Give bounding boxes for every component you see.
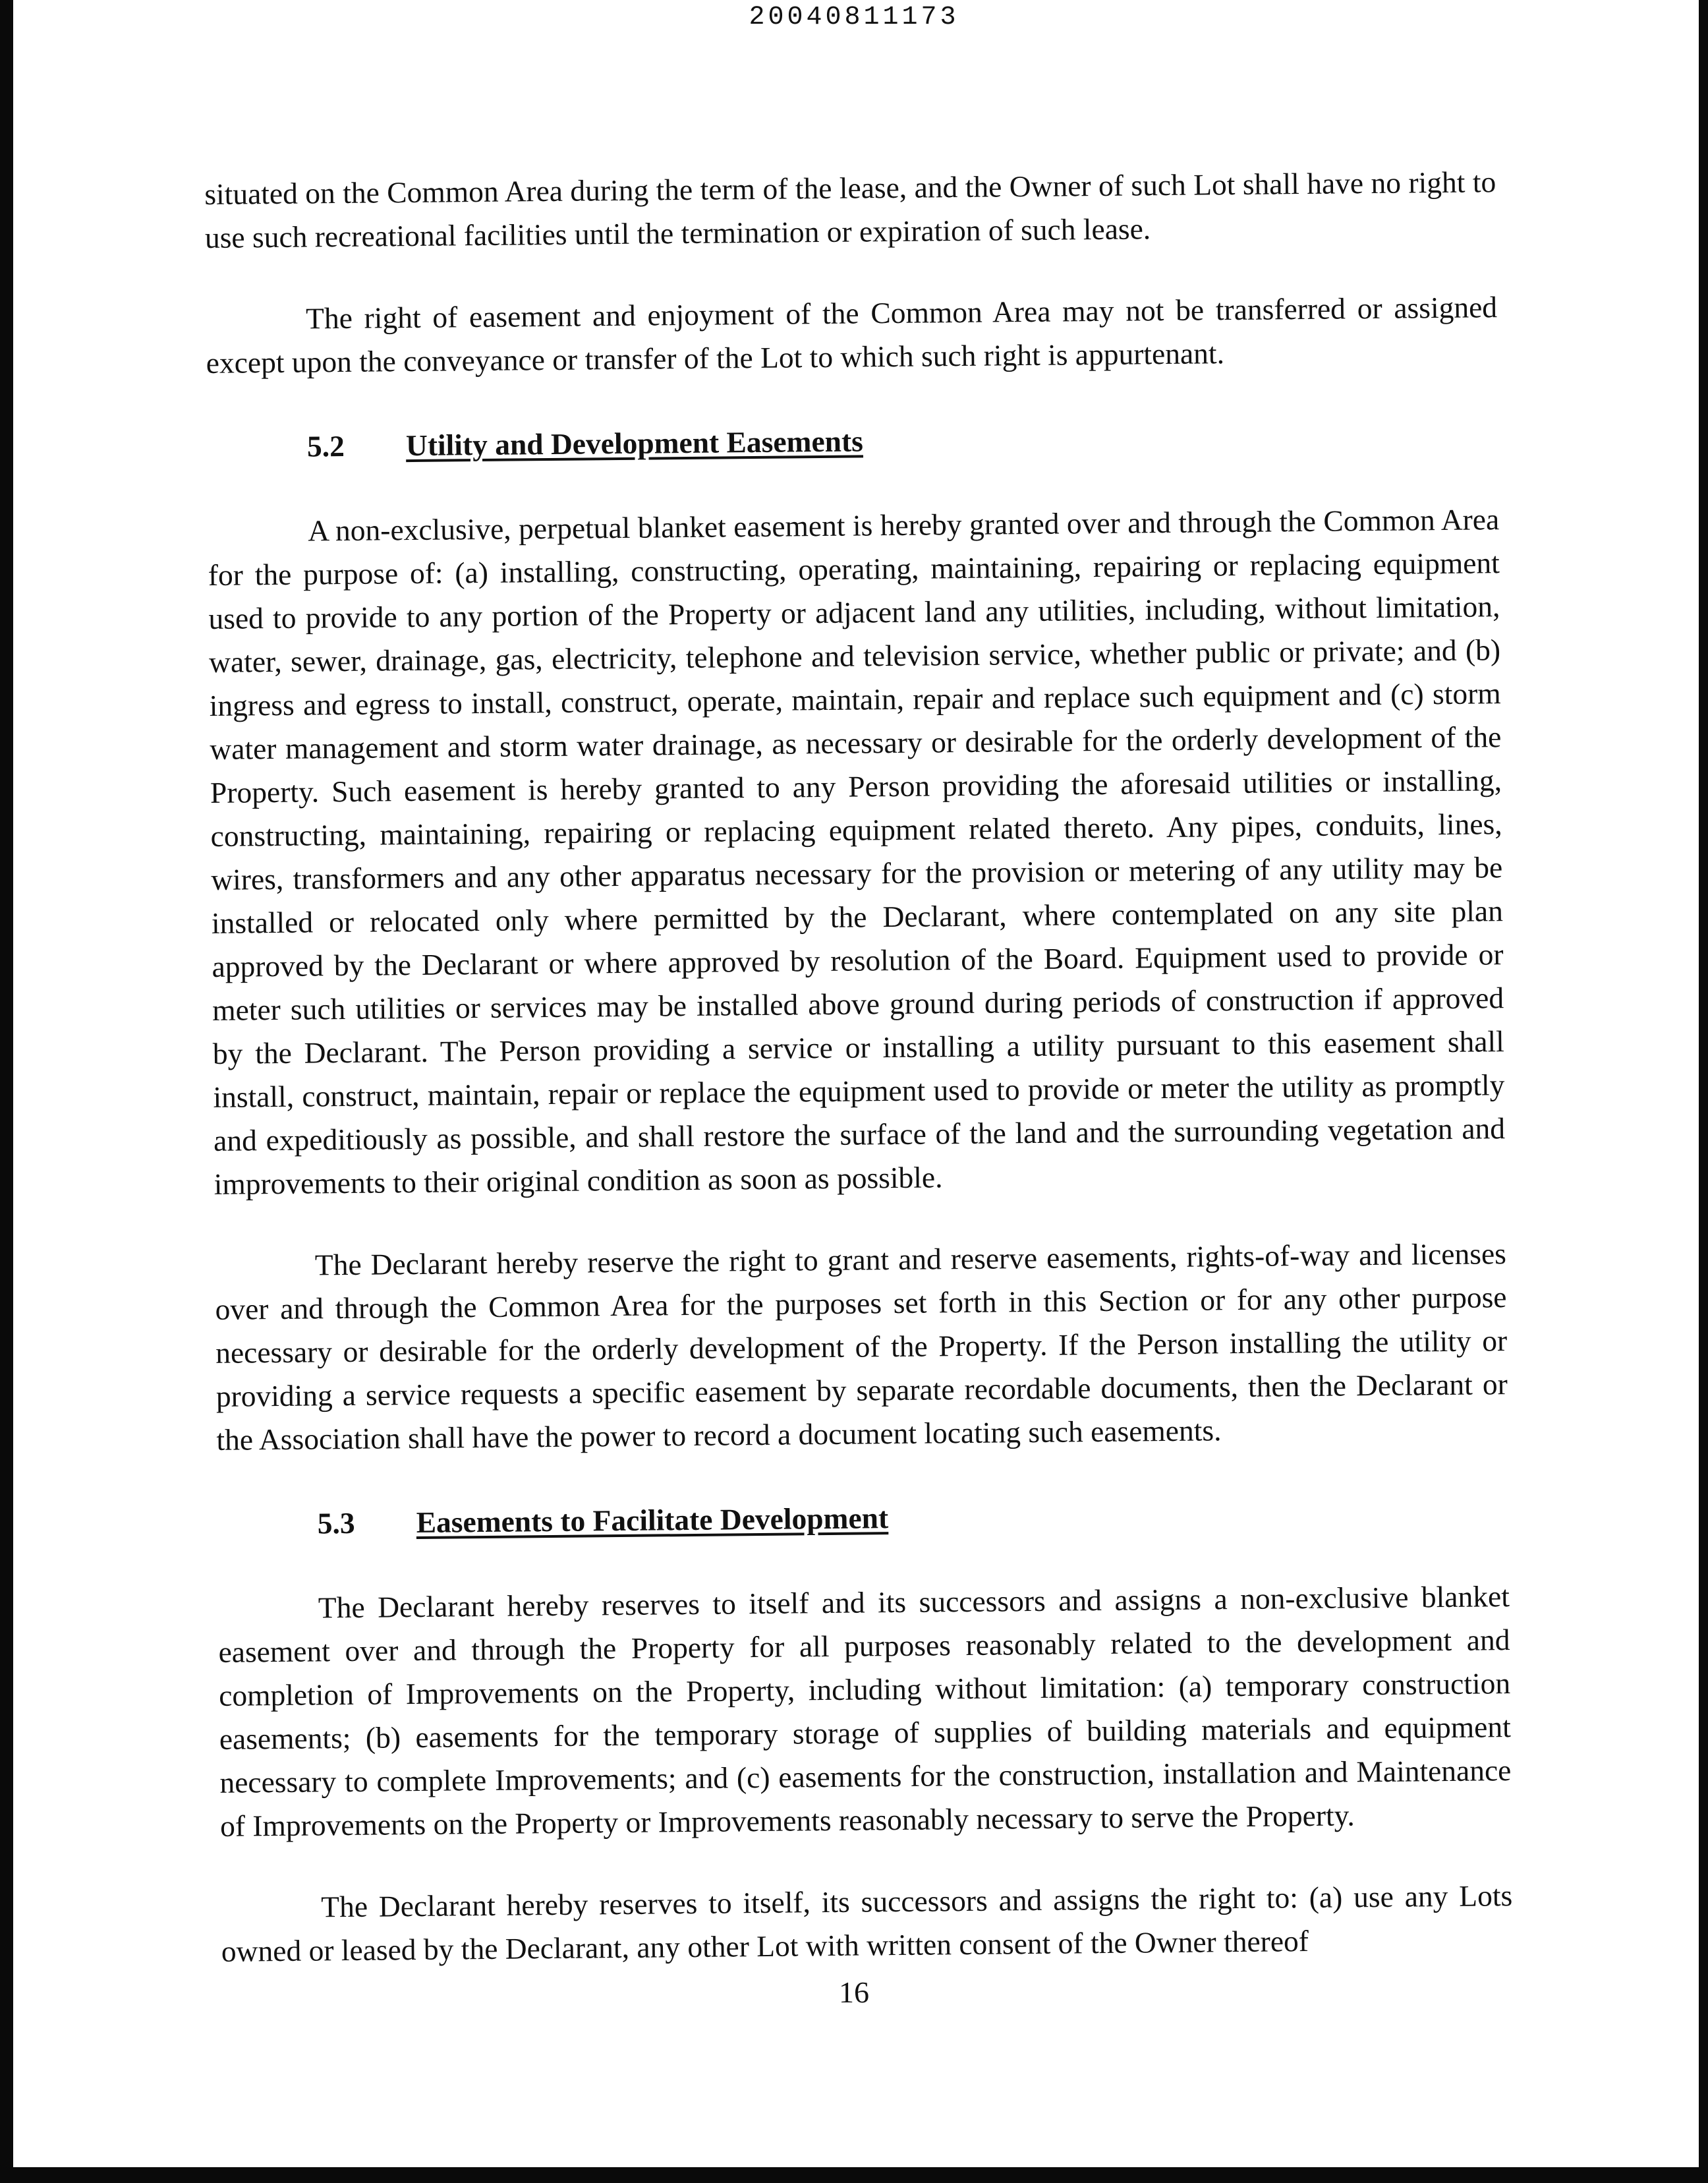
scan-border-left bbox=[0, 0, 13, 2183]
paragraph-utility-easement: A non-exclusive, perpetual blanket easement is hereby granted over and through the Common Area for the purpose of: (a) installing, constructing, operating, maintaining, repairing or replacing equipment used to provide to any portion of the Property or adjacent land any utilities, including, without limitation, water, sewer, drainage, gas, electricity, telephone and television service, whether public or private; and (b) ingress and egress to install, construct, operate, maintain, repair and replace such equipment and (c) storm water management and storm water drainage, as necessary or desirable for the orderly development of the Property. Such easement is hereby granted to any Person providing the aforesaid utilities or installing, constructing, maintaining, repairing or replacing equipment related thereto. Any pipes, conduits, lines, wires, transformers and any other apparatus necessary for the provision or metering of any utility may be installed or relocated only where permitted by the Declarant, where contemplated on any site plan approved by the Declarant or where approved by resolution of the Board. Equipment used to provide or meter such utilities or services may be installed above ground during periods of construction if approved by the Declarant. The Person providing a service or installing a utility pursuant to this easement shall install, construct, maintain, repair or replace the equipment used to provide or meter the utility as promptly and expeditiously as possible, and shall restore the surface of the land and the surrounding vegetation and improvements to their original condition as soon as possible. bbox=[208, 502, 1506, 1201]
paragraph-declarant-use-lots: The Declarant hereby reserves to itself, its successors and assigns the right to: (a) use any Lots owned or leased by the Declarant, any other Lot with written consent of the Owner thereof bbox=[221, 1878, 1513, 1968]
section-number: 5.3 bbox=[317, 1505, 355, 1540]
section-title: Easements to Facilitate Development bbox=[416, 1501, 889, 1540]
page-number: 16 bbox=[839, 1975, 869, 2009]
scan-border-bottom bbox=[0, 2167, 1708, 2183]
paragraph-declarant-reserve-rights: The Declarant hereby reserve the right to grant and reserve easements, rights-of-way and licenses over and through the Common Area for the purposes set forth in this Section or for any other purpose necessary or desirable for the orderly development of the Property. If the Person installing the utility or providing a service requests a specific easement by separate recordable documents, then the Declarant or the Association shall have the power to record a document locating such easements. bbox=[215, 1237, 1508, 1457]
section-title: Utility and Development Easements bbox=[405, 424, 864, 463]
section-number: 5.2 bbox=[306, 428, 345, 463]
document-id: 20040811173 bbox=[749, 3, 959, 32]
paragraph-easement-transfer: The right of easement and enjoyment of the Common Area may not be transferred or assigned except upon the conveyance or transfer of the Lot to which such right is appurtenant. bbox=[206, 290, 1498, 380]
paragraph-development-easement: The Declarant hereby reserves to itself and its successors and assigns a non-exclusive blanket easement over and through the Property for all purposes reasonably related to the development and completion of Improvements on the Property, including without limitation: (a) temporary construction easements; (b) easements for the temporary storage of supplies of building materials and equipment necessary to complete Improvements; and (c) easements for the construction, installation and Maintenance of Improvements on the Property or Improvements reasonably necessary to serve the Property. bbox=[218, 1579, 1512, 1843]
page-body bbox=[204, 160, 1513, 1973]
scan-border-right bbox=[1699, 0, 1708, 2183]
paragraph-continuation: situated on the Common Area during the term of the lease, and the Owner of such Lot shall have no right to use such recreational facilities until the termination or expiration of such lease. bbox=[204, 165, 1496, 254]
